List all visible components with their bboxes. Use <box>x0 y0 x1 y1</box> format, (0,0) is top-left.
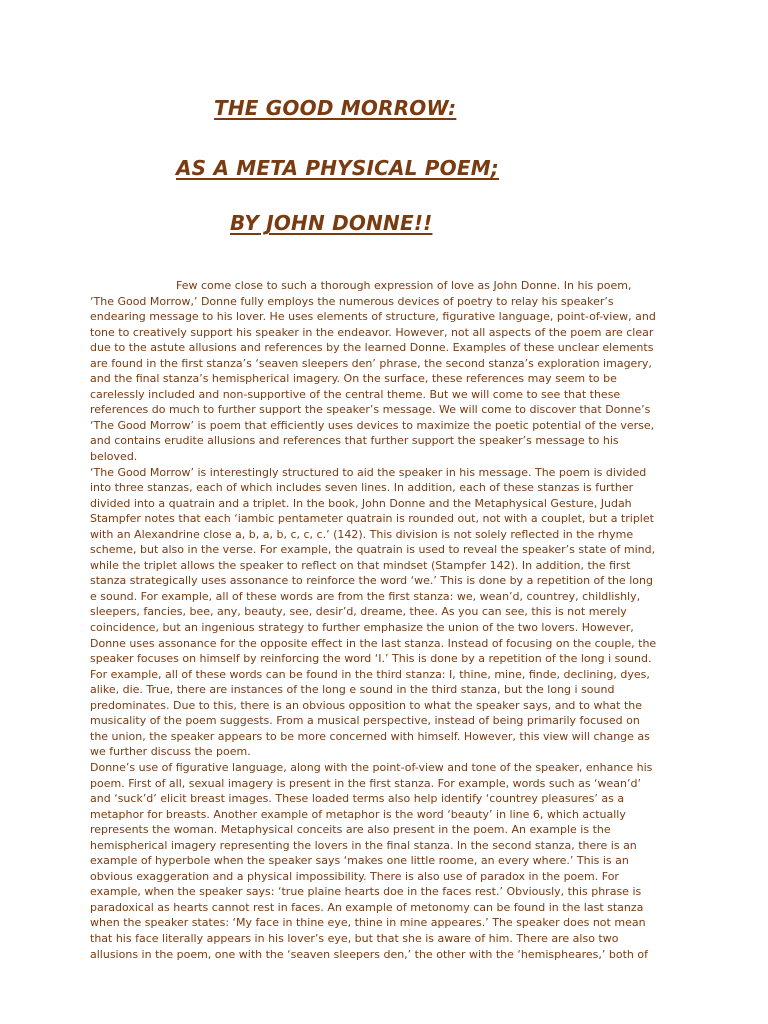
body-line: beloved. <box>90 450 138 464</box>
body-line: are found in the first stanza’s ‘seaven sleepers den’ phrase, the second stanza’s exploration imagery, <box>90 356 652 370</box>
title-line-1: THE GOOD MORROW: <box>214 96 457 120</box>
body-line: alike, die. True, there are instances of the long e sound in the third stanza, but the long i sound <box>90 683 615 697</box>
body-line: endearing message to his lover. He uses elements of structure, figurative language, point-of-view, and <box>90 310 656 324</box>
body-line: references do much to further support the speaker’s message. We will come to discover that Donne’s <box>90 403 651 417</box>
body-line: example, when the speaker says: ‘true plaine hearts doe in the faces rest.’ Obviously, this phrase is <box>90 885 642 899</box>
body-line: Stampfer notes that each ‘iambic pentameter quatrain is rounded out, not with a couplet, but a triplet <box>90 512 654 526</box>
body-line: divided into a quatrain and a triplet. In the book, John Donne and the Metaphysical Gesture, Judah <box>90 496 632 510</box>
body-line: musicality of the poem suggests. From a musical perspective, instead of being primarily focused on <box>90 714 640 728</box>
body-line: when the speaker states: ‘My face in thine eye, thine in mine appeares.’ The speaker does not mean <box>90 916 646 930</box>
body-line: For example, all of these words can be found in the third stanza: I, thine, mine, finde, declining, dyes, <box>90 667 650 681</box>
body-line: obvious exaggeration and a physical impossibility. There is also use of paradox in the poem. For <box>90 869 619 883</box>
body-line: stanza strategically uses assonance to reinforce the word ‘we.’ This is done by a repetition of the long <box>90 574 653 588</box>
body-line: tone to creatively support his speaker in the endeavor. However, not all aspects of the poem are clear <box>90 325 654 339</box>
body-line: and the final stanza’s hemispherical imagery. On the surface, these references may seem to be <box>90 372 617 386</box>
body-line: scheme, but also in the verse. For example, the quatrain is used to reveal the speaker’s state of mind, <box>90 543 656 557</box>
body-line: coincidence, but an ingenious strategy to further emphasize the union of the two lovers. However, <box>90 621 634 635</box>
title-line-2: AS A META PHYSICAL POEM; <box>176 156 499 180</box>
body-line: ‘The Good Morrow’ is interestingly structured to aid the speaker in his message. The poem is divided <box>90 465 647 479</box>
body-line: hemispherical imagery representing the lovers in the final stanza. In the second stanza, there is an <box>90 838 637 852</box>
body-line: and ‘suck’d’ elicit breast images. These loaded terms also help identify ‘countrey pleasures’ as a <box>90 792 625 806</box>
body-line: sleepers, fancies, bee, any, beauty, see, desir’d, dreame, thee. As you can see, this is not merely <box>90 605 627 619</box>
body-line: due to the astute allusions and references by the learned Donne. Examples of these unclear elements <box>90 341 654 355</box>
body-line: Donne’s use of figurative language, along with the point-of-view and tone of the speaker, enhance his <box>90 760 653 774</box>
body-line: represents the woman. Metaphysical conceits are also present in the poem. An example is the <box>90 823 611 837</box>
body-line: into three stanzas, each of which includes seven lines. In addition, each of these stanzas is further <box>90 481 634 495</box>
body-line: paradoxical as hearts cannot rest in faces. An example of metonomy can be found in the last stanza <box>90 900 644 914</box>
body-line: speaker focuses on himself by reinforcing the word ‘I.’ This is done by a repetition of the long i sound. <box>90 652 652 666</box>
body-line: carelessly included and non-supportive of the central theme. But we will come to see that these <box>90 387 621 401</box>
body-line: with an Alexandrine close a, b, a, b, c, c, c.’ (142). This division is not solely reflected in the rhyme <box>90 527 634 541</box>
title-line-3: BY JOHN DONNE!! <box>230 211 433 235</box>
body-line: that his face literally appears in his lover’s eye, but that she is aware of him. There are also two <box>90 931 619 945</box>
body-line: we further discuss the poem. <box>90 745 251 759</box>
body-line: and contains erudite allusions and references that further support the speaker’s message to his <box>90 434 619 448</box>
body-line: while the triplet allows the speaker to reflect on that mindset (Stampfer 142). In addition, the first <box>90 558 631 572</box>
body-line: allusions in the poem, one with the ‘seaven sleepers den,’ the other with the ‘hemispheares,’ both of <box>90 947 648 961</box>
body-line: ‘The Good Morrow’ is poem that efficiently uses devices to maximize the poetic potential of the verse, <box>90 418 655 432</box>
essay-body <box>90 278 690 962</box>
body-line: Donne uses assonance for the opposite effect in the last stanza. Instead of focusing on the couple, the <box>90 636 657 650</box>
body-line: ‘The Good Morrow,’ Donne fully employs the numerous devices of poetry to relay his speaker’s <box>90 294 614 308</box>
body-line: metaphor for breasts. Another example of metaphor is the word ‘beauty’ in line 6, which actually <box>90 807 626 821</box>
body-line: the union, the speaker appears to be more concerned with himself. However, this view will change as <box>90 729 650 743</box>
body-line: predominates. Due to this, there is an obvious opposition to what the speaker says, and to what the <box>90 698 643 712</box>
body-line: e sound. For example, all of these words are from the first stanza: we, wean’d, countrey, childlishly, <box>90 589 641 603</box>
body-line: poem. First of all, sexual imagery is present in the first stanza. For example, words such as ‘wean’d’ <box>90 776 641 790</box>
body-line: example of hyperbole when the speaker says ‘makes one little roome, an every where.’ This is an <box>90 854 629 868</box>
body-line: Few come close to such a thorough expression of love as John Donne. In his poem, <box>176 279 632 292</box>
